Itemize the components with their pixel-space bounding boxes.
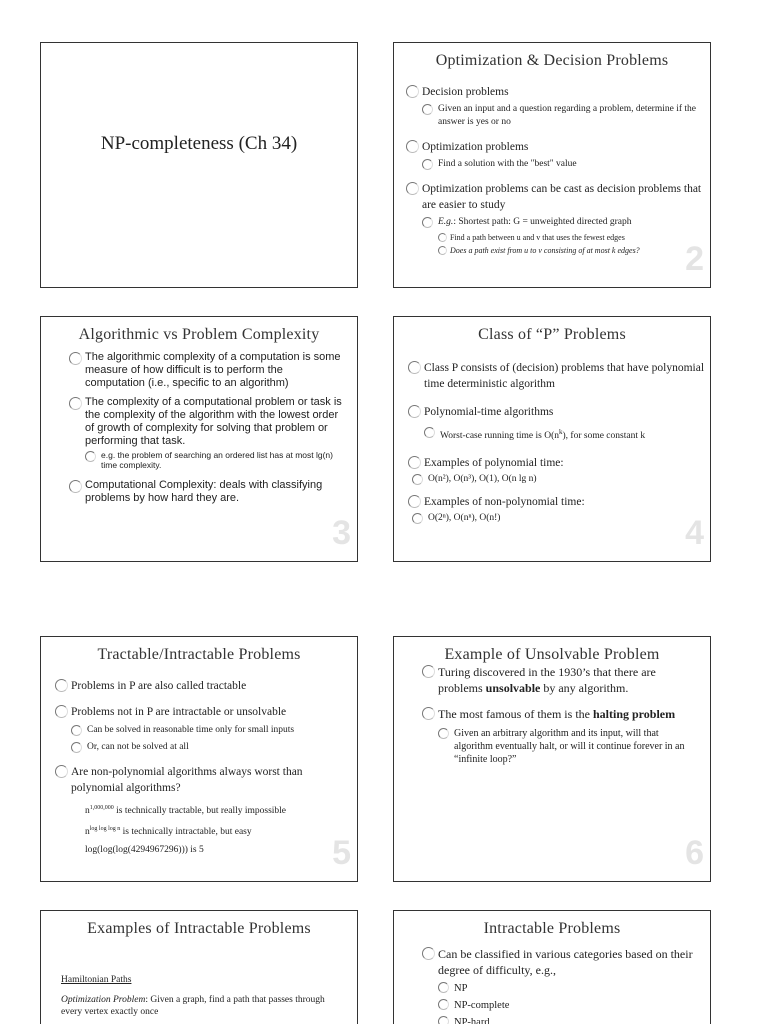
circle-bullet-icon bbox=[438, 233, 447, 242]
circle-bullet-icon bbox=[424, 427, 435, 438]
body-text: Optimization Problem: Given a graph, find a path that passes through every vertex exactly once bbox=[61, 995, 325, 1017]
bullet: Polynomial-time algorithms bbox=[408, 404, 704, 420]
sub-bullet: Given an input and a question regarding a problem, determine if the answer is yes or no bbox=[422, 103, 704, 129]
circle-bullet-icon bbox=[422, 159, 433, 170]
circle-bullet-icon bbox=[438, 728, 449, 739]
bullet: Problems in P are also called tractable bbox=[55, 678, 351, 694]
sub-bullet: NP bbox=[438, 981, 698, 997]
circle-bullet-icon bbox=[412, 474, 423, 485]
bullet: Examples of polynomial time: bbox=[408, 455, 704, 471]
sub-bullet: E.g.: Shortest path: G = unweighted directed graph bbox=[422, 216, 704, 229]
circle-bullet-icon bbox=[406, 85, 419, 98]
circle-bullet-icon bbox=[71, 725, 82, 736]
sub-sub-bullet: Does a path exist from u to v consisting of at most k edges? bbox=[438, 245, 704, 256]
slide-7 bbox=[40, 910, 358, 1024]
slide-title: Intractable Problems bbox=[483, 920, 621, 937]
circle-bullet-icon bbox=[408, 456, 421, 469]
sub-line: log(log(log(4294967296))) is 5 bbox=[85, 845, 204, 856]
circle-bullet-icon bbox=[422, 104, 433, 115]
slide-title: NP-completeness (Ch 34) bbox=[100, 133, 298, 154]
bullet: Optimization problems bbox=[406, 139, 704, 155]
slide-number: 4 bbox=[685, 514, 704, 552]
circle-bullet-icon bbox=[69, 397, 82, 410]
bullet: Computational Complexity: deals with classifying problems by how hard they are. bbox=[69, 479, 343, 505]
circle-bullet-icon bbox=[55, 765, 68, 778]
slide-5 bbox=[40, 636, 358, 882]
circle-bullet-icon bbox=[71, 742, 82, 753]
bullet: The most famous of them is the halting problem bbox=[422, 706, 698, 722]
slide-number: 3 bbox=[332, 514, 351, 552]
slide-8 bbox=[393, 910, 711, 1024]
bullet: Decision problems bbox=[406, 84, 704, 100]
circle-bullet-icon bbox=[406, 140, 419, 153]
sub-bullet: Given an arbitrary algorithm and its input, will that algorithm eventually halt, or will it continue forever in an “infinite loop?” bbox=[438, 727, 698, 766]
slide-title: Optimization & Decision Problems bbox=[435, 52, 669, 69]
sub-bullet: Worst-case running time is $O(n^k)$, for some constant k bbox=[424, 426, 704, 443]
sub-sub-bullet: Find a path between u and v that uses the fewest edges bbox=[438, 232, 704, 243]
bullet: Are non-polynomial algorithms always worst than polynomial algorithms? bbox=[55, 764, 351, 796]
slide-6 bbox=[393, 636, 711, 882]
bullet: The algorithmic complexity of a computation is some measure of how difficult is to perform the computation (i.e., specific to an algorithm) bbox=[69, 351, 343, 390]
circle-bullet-icon bbox=[69, 352, 82, 365]
bullet: Turing discovered in the 1930’s that there are problems unsolvable by any algorithm. bbox=[422, 664, 698, 696]
sub-bullet: Or, can not be solved at all bbox=[71, 741, 351, 754]
circle-bullet-icon bbox=[422, 217, 433, 228]
sub-bullet: Find a solution with the "best" value bbox=[422, 158, 704, 171]
bullet: Optimization problems can be cast as decision problems that are easier to study bbox=[406, 181, 704, 213]
slide-title: Tractable/Intractable Problems bbox=[97, 646, 301, 663]
circle-bullet-icon bbox=[422, 707, 435, 720]
bullet: The complexity of a computational problem or task is the complexity of the algorithm with the lowest order of growth of complexity for solving that problem or performing that task. bbox=[69, 396, 343, 448]
slide-number: 6 bbox=[685, 834, 704, 872]
circle-bullet-icon bbox=[55, 705, 68, 718]
circle-bullet-icon bbox=[85, 451, 96, 462]
sub-bullet: e.g. the problem of searching an ordered list has at most lg(n) time complexity. bbox=[85, 450, 343, 470]
bullet: Can be classified in various categories based on their degree of difficulty, e.g., bbox=[422, 946, 698, 978]
circle-bullet-icon bbox=[412, 513, 423, 524]
sub-bullet: NP-hard bbox=[438, 1015, 698, 1024]
slide-3 bbox=[40, 316, 358, 562]
circle-bullet-icon bbox=[438, 982, 449, 993]
slide-1 bbox=[40, 42, 358, 288]
circle-bullet-icon bbox=[422, 665, 435, 678]
slide-number: 5 bbox=[332, 834, 351, 872]
bullet: Class P consists of (decision) problems that have polynomial time deterministic algorithm bbox=[408, 360, 704, 392]
slide-title: Class of “P” Problems bbox=[478, 326, 626, 343]
slide-title: Algorithmic vs Problem Complexity bbox=[78, 326, 320, 343]
circle-bullet-icon bbox=[55, 679, 68, 692]
slide-title: Examples of Intractable Problems bbox=[87, 920, 311, 937]
slide-2 bbox=[393, 42, 711, 288]
circle-bullet-icon bbox=[438, 1016, 449, 1024]
slide-number: 2 bbox=[685, 240, 704, 278]
circle-bullet-icon bbox=[438, 999, 449, 1010]
sub-bullet: O(2ⁿ), O(nⁿ), O(n!) bbox=[412, 512, 704, 525]
bullet: Examples of non-polynomial time: bbox=[408, 494, 704, 510]
sub-bullet: O(n²), O(n³), O(1), O(n lg n) bbox=[412, 473, 704, 486]
sub-line: $n^{1,000,000}$ is technically tractable, but really impossible bbox=[85, 805, 287, 817]
section-heading: Hamiltonian Paths bbox=[61, 975, 132, 985]
bullet: Problems not in P are intractable or unsolvable bbox=[55, 704, 351, 720]
circle-bullet-icon bbox=[406, 182, 419, 195]
sub-bullet: Can be solved in reasonable time only for small inputs bbox=[71, 724, 351, 737]
circle-bullet-icon bbox=[438, 246, 447, 255]
circle-bullet-icon bbox=[408, 405, 421, 418]
circle-bullet-icon bbox=[408, 495, 421, 508]
slide-4 bbox=[393, 316, 711, 562]
circle-bullet-icon bbox=[408, 361, 421, 374]
circle-bullet-icon bbox=[69, 480, 82, 493]
circle-bullet-icon bbox=[422, 947, 435, 960]
slide-title: Example of Unsolvable Problem bbox=[444, 646, 660, 663]
sub-bullet: NP-complete bbox=[438, 998, 698, 1014]
sub-line: $n^{log log log n}$ is technically intractable, but easy bbox=[85, 826, 252, 838]
